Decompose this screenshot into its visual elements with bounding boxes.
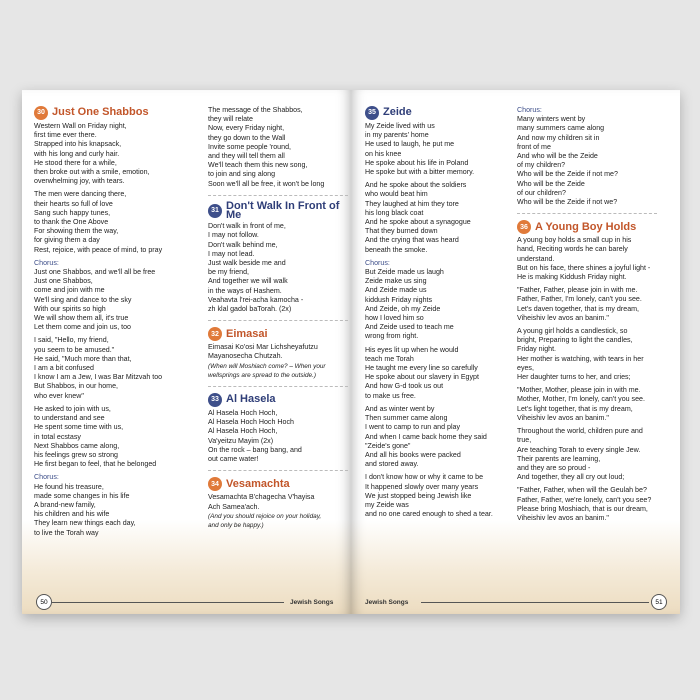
lyric-line: zh klal gadol baTorah. (2x) bbox=[208, 305, 292, 314]
lyric-line: to thank the One Above bbox=[34, 218, 109, 227]
lyric-line: Many winters went by bbox=[517, 115, 586, 124]
lyric-line: and they are so proud - bbox=[517, 463, 591, 472]
song-block bbox=[208, 199, 348, 314]
footer-title-left: Jewish Songs bbox=[290, 599, 334, 606]
lyric-line: to live the Torah way bbox=[34, 528, 99, 537]
lyric-line: He taught me every line so carefully bbox=[365, 364, 478, 373]
song-header bbox=[208, 477, 348, 491]
lyric-line: My Zeide lived with us bbox=[365, 122, 435, 130]
lyric-line: of my children? bbox=[517, 161, 566, 170]
lyric-line: Father, Father, we're lonely, can't you see? bbox=[517, 495, 652, 504]
lyric-line: He is making Kiddush Friday night. bbox=[517, 273, 627, 282]
lyric-line: kiddush Friday nights bbox=[365, 295, 433, 304]
lyric-line: They laughed at him they tore bbox=[365, 199, 459, 208]
lyric-line: And all his books were packed bbox=[365, 450, 461, 459]
song-block bbox=[34, 106, 204, 538]
lyric-line: Let them come and join us, too bbox=[34, 323, 132, 332]
right-column-2 bbox=[517, 106, 677, 527]
song-header bbox=[517, 220, 677, 234]
right-page bbox=[351, 90, 680, 614]
lyric-line: "Father, Father, when will the Geulah be? bbox=[517, 486, 647, 495]
translation-line: (When will Moshiach come? – When your bbox=[208, 362, 326, 370]
lyric-line: Western Wall on Friday night, bbox=[34, 122, 127, 130]
lyric-line: beneath the smoke. bbox=[365, 245, 428, 254]
lyric-line: The message of the Shabbos, bbox=[208, 106, 303, 114]
song-block bbox=[365, 106, 515, 519]
lyric-line: They learn new things each day, bbox=[34, 519, 136, 528]
lyric-line: But on his face, there shines a joyful light - bbox=[517, 263, 651, 272]
translation-line: wellsprings are spread to the outside.) bbox=[208, 371, 316, 379]
lyric-line: And when I came back home they said bbox=[365, 432, 487, 441]
song-title: Vesamachta bbox=[226, 477, 290, 490]
lyric-line: Just one Shabbos, and we'll all be free bbox=[34, 268, 156, 277]
lyric-line: Don't walk behind me, bbox=[208, 240, 278, 249]
lyric-line: Mother, Mother, I'm lonely, can't you see. bbox=[517, 395, 645, 404]
lyric-line: his long black coat bbox=[365, 208, 424, 217]
lyric-line: He spoke but with a bitter memory. bbox=[365, 168, 475, 177]
lyric-line: to join and sing along bbox=[208, 170, 276, 179]
chorus-label: Chorus: bbox=[34, 473, 59, 482]
lyric-line: But Shabbos, in our home, bbox=[34, 382, 118, 391]
song-header bbox=[208, 327, 348, 341]
lyric-line: Don't walk in front of me, bbox=[208, 222, 286, 231]
lyric-line: And together we will walk bbox=[208, 277, 288, 286]
lyric-line: I may not follow. bbox=[208, 231, 259, 240]
lyric-line: And Zeide used to teach me bbox=[365, 323, 454, 332]
lyric-line: Sang such happy tunes, bbox=[34, 208, 111, 217]
lyric-line: And Zeide, oh my Zeide bbox=[365, 304, 441, 313]
lyric-line: Rest, rejoice, with peace of mind, to pray bbox=[34, 245, 163, 254]
lyric-line: Who will be the Zeide bbox=[517, 179, 585, 188]
lyric-line: He found his treasure, bbox=[34, 482, 104, 491]
lyric-line: I said, "Hello, my friend, bbox=[34, 336, 109, 345]
lyric-line: Father, Father, I'm lonely, can't you see. bbox=[517, 295, 642, 304]
lyric-line: you seem to be amused." bbox=[34, 345, 115, 354]
lyric-line: understand. bbox=[517, 254, 555, 263]
lyric-line: first time ever there. bbox=[34, 131, 97, 140]
right-column-1 bbox=[365, 106, 515, 523]
lyric-line: We will show them all, it's true bbox=[34, 314, 129, 323]
lyric-line: many summers came along bbox=[517, 124, 605, 133]
lyric-line: And now my children sit in bbox=[517, 133, 600, 142]
lyric-line: Friday night. bbox=[517, 345, 557, 354]
lyric-line: Just one Shabbos, bbox=[34, 277, 93, 286]
lyric-line: on his knee bbox=[365, 149, 402, 158]
song-block bbox=[208, 477, 348, 530]
lyric-line: Vesamachta B'chagecha V'hayisa bbox=[208, 493, 315, 502]
lyric-line: Veahavta l'rei-acha kamocha - bbox=[208, 295, 304, 304]
song-title: Al Hasela bbox=[226, 393, 276, 406]
lyric-line: of our children? bbox=[517, 188, 566, 197]
page-number-left: 50 bbox=[36, 594, 52, 610]
lyric-line: overwhelming joy, with tears. bbox=[34, 177, 125, 186]
lyric-line: He first began to feel, that he belonged bbox=[34, 460, 157, 469]
page-number-right: 51 bbox=[651, 594, 667, 610]
lyric-line: Invite some people 'round, bbox=[208, 142, 291, 151]
lyric-line: And how G-d took us out bbox=[365, 382, 444, 391]
lyric-line: His eyes lit up when he would bbox=[365, 345, 459, 354]
lyric-line: The men were dancing there, bbox=[34, 190, 127, 199]
lyric-line: bright, Preparing to light the candles, bbox=[517, 336, 633, 345]
song-divider bbox=[517, 213, 657, 214]
lyric-line: his feelings grew so strong bbox=[34, 450, 118, 459]
left-column-2 bbox=[208, 106, 348, 534]
song-header bbox=[208, 393, 348, 407]
lyric-line: "Zeide's gone" bbox=[365, 441, 411, 450]
lyric-line: I am a bit confused bbox=[34, 364, 94, 373]
lyric-line: A young girl holds a candlestick, so bbox=[517, 327, 628, 336]
lyric-line: He said, "Much more than that, bbox=[34, 354, 132, 363]
lyric-line: Her mother is watching, with tears in her bbox=[517, 354, 644, 363]
song-header bbox=[34, 106, 204, 120]
song-number-badge: 30 bbox=[34, 106, 48, 120]
lyric-line: And who will be the Zeide bbox=[517, 152, 598, 161]
lyric-line: Now, every Friday night, bbox=[208, 124, 285, 133]
chorus-label: Chorus: bbox=[517, 106, 542, 114]
left-page bbox=[22, 90, 351, 614]
lyric-line: Let's light together, that is my dream, bbox=[517, 404, 633, 413]
song-block bbox=[517, 106, 677, 207]
song-block bbox=[517, 220, 677, 523]
lyric-line: true, bbox=[517, 436, 532, 445]
lyric-line: And as winter went by bbox=[365, 404, 435, 413]
lyric-line: We'll sing and dance to the sky bbox=[34, 295, 132, 304]
lyric-line: in the ways of Hashem. bbox=[208, 286, 282, 295]
footer-rule-left bbox=[52, 602, 284, 603]
song-divider bbox=[208, 320, 348, 321]
footer-title-right: Jewish Songs bbox=[365, 599, 409, 606]
lyric-line: Throughout the world, children pure and bbox=[517, 427, 643, 436]
lyric-line: And the crying that was heard bbox=[365, 236, 459, 245]
lyric-line: how I loved him so bbox=[365, 314, 424, 323]
lyric-line: On the rock – bang bang, and bbox=[208, 445, 302, 454]
song-title: Eimasai bbox=[226, 327, 268, 340]
lyric-line: Next Shabbos came along, bbox=[34, 441, 120, 450]
lyric-line: Viheishiv lev avos an banim." bbox=[517, 513, 609, 522]
chorus-label: Chorus: bbox=[365, 258, 390, 267]
lyric-line: "Mother, Mother, please join in with me. bbox=[517, 386, 641, 395]
lyric-line: my Zeide was bbox=[365, 500, 409, 509]
translation-line: (And you should rejoice on your holiday, bbox=[208, 512, 322, 520]
lyric-line: Viheishiv lev avos an banim." bbox=[517, 313, 609, 322]
lyric-line: Zeide make us sing bbox=[365, 277, 427, 286]
lyric-line: I may not lead. bbox=[208, 249, 255, 258]
lyric-line: He spoke about our slavery in Egypt bbox=[365, 373, 479, 382]
lyric-line: With our spirits so high bbox=[34, 304, 106, 313]
lyric-line: Al Hasela Hoch Hoch Hoch bbox=[208, 418, 294, 427]
lyric-line: He spoke about his life in Poland bbox=[365, 158, 469, 167]
lyric-line: He stood there for a while, bbox=[34, 158, 117, 167]
lyric-line: they will relate bbox=[208, 115, 253, 124]
lyric-line: He used to laugh, he put me bbox=[365, 140, 455, 149]
lyric-line: Please bring Moshiach, that is our dream, bbox=[517, 504, 648, 513]
song-block bbox=[208, 327, 348, 380]
song-number-badge: 35 bbox=[365, 106, 379, 120]
lyric-line: Let's daven together, that is my dream, bbox=[517, 304, 640, 313]
lyric-line: And he spoke about a synagogue bbox=[365, 218, 471, 227]
lyric-line: his children and his wife bbox=[34, 510, 110, 519]
lyric-line: front of me bbox=[517, 142, 551, 151]
song-divider bbox=[208, 470, 348, 471]
lyric-line: Al Hasela Hoch Hoch, bbox=[208, 427, 278, 436]
lyric-line: It happened slowly over many years bbox=[365, 482, 479, 491]
song-header bbox=[208, 199, 348, 222]
song-number-badge: 36 bbox=[517, 220, 531, 234]
lyric-line: Viheishiv lev avos an banim." bbox=[517, 413, 609, 422]
lyric-line: in my parents' home bbox=[365, 131, 429, 140]
lyric-line: and they will tell them all bbox=[208, 152, 285, 161]
lyric-line: Al Hasela Hoch Hoch, bbox=[208, 409, 278, 418]
song-number-badge: 31 bbox=[208, 204, 222, 218]
lyric-line: with his long and curly hair. bbox=[34, 149, 120, 158]
song-number-badge: 34 bbox=[208, 477, 222, 491]
lyric-line: I went to camp to run and play bbox=[365, 423, 461, 432]
lyric-line: to understand and see bbox=[34, 414, 105, 423]
song-title: Just One Shabbos bbox=[52, 106, 149, 119]
song-title: Don't Walk In Front of Me bbox=[226, 199, 340, 222]
lyric-line: and no one cared enough to shed a tear. bbox=[365, 510, 493, 519]
lyric-line: We just stopped being Jewish like bbox=[365, 491, 472, 500]
lyric-line: out came water! bbox=[208, 455, 259, 464]
song-header bbox=[365, 106, 515, 120]
lyric-line: That they burned down bbox=[365, 227, 438, 236]
lyric-line: I don't know how or why it came to be bbox=[365, 473, 484, 482]
song-title: Zeide bbox=[383, 106, 412, 119]
lyric-line: Eimasai Ko'osi Mar Lichsheyafutzu bbox=[208, 343, 318, 352]
lyric-line: for giving them a day bbox=[34, 236, 100, 245]
lyric-line: made some changes in his life bbox=[34, 491, 130, 500]
song-divider bbox=[208, 195, 348, 196]
lyric-line: to make us free. bbox=[365, 391, 416, 400]
lyric-line: eyes, bbox=[517, 363, 534, 372]
song-title: A Young Boy Holds bbox=[535, 220, 637, 233]
lyric-line: Their parents are learning, bbox=[517, 454, 601, 463]
lyric-line: Ach Samea'ach. bbox=[208, 502, 260, 511]
lyric-line: in total ecstasy bbox=[34, 432, 81, 441]
song-divider bbox=[208, 386, 348, 387]
translation-line: and only be happy.) bbox=[208, 521, 264, 529]
lyric-line: Just walk beside me and bbox=[208, 259, 286, 268]
lyric-line: they go down to the Wall bbox=[208, 133, 286, 142]
lyric-line: their hearts so full of love bbox=[34, 199, 113, 208]
chorus-label: Chorus: bbox=[34, 258, 59, 267]
left-column-1 bbox=[34, 106, 204, 542]
lyric-line: Then summer came along bbox=[365, 414, 448, 423]
lyric-line: But Zeide made us laugh bbox=[365, 268, 444, 277]
lyric-line: A brand-new family, bbox=[34, 500, 96, 509]
lyric-line: And Zeide made us bbox=[365, 286, 427, 295]
song-number-badge: 33 bbox=[208, 393, 222, 407]
open-booklet bbox=[22, 90, 680, 614]
lyric-line: "Father, Father, please join in with me. bbox=[517, 286, 638, 295]
lyric-line: and stored away. bbox=[365, 460, 419, 469]
footer-rule-right bbox=[421, 602, 649, 603]
song-block bbox=[208, 393, 348, 464]
lyric-line: I know I am a Jew, I was Bar Mitzvah too bbox=[34, 373, 163, 382]
lyric-line: hand, Reciting words he can barely bbox=[517, 245, 628, 254]
lyric-line: And he spoke about the soldiers bbox=[365, 181, 467, 190]
lyric-line: Are teaching Torah to every single Jew. bbox=[517, 445, 641, 454]
lyric-line: Her daughter turns to her, and cries; bbox=[517, 373, 631, 382]
lyric-line: who would beat him bbox=[365, 190, 428, 199]
song-number-badge: 32 bbox=[208, 327, 222, 341]
lyric-line: A young boy holds a small cup in his bbox=[517, 236, 632, 245]
lyric-line: Va'yeitzu Mayim (2x) bbox=[208, 436, 274, 445]
lyric-line: We'll teach them this new song, bbox=[208, 161, 308, 170]
lyric-line: He spent some time with us, bbox=[34, 423, 124, 432]
lyric-line: Mayanosecha Chutzah. bbox=[208, 352, 283, 361]
lyric-line: teach me Torah bbox=[365, 354, 414, 363]
lyric-line: He asked to join with us, bbox=[34, 404, 111, 413]
lyric-line: Who will be the Zeide if not me? bbox=[517, 170, 618, 179]
lyric-line: Soon we'll all be free, it won't be long bbox=[208, 179, 325, 188]
lyric-line: And together, they all cry out loud; bbox=[517, 473, 625, 482]
lyric-line: For showing them the way, bbox=[34, 227, 119, 236]
lyric-line: be my friend, bbox=[208, 268, 250, 277]
lyric-line: wrong from right. bbox=[365, 332, 419, 341]
lyric-line: Who will be the Zeide if not we? bbox=[517, 198, 618, 207]
lyric-line: then broke out with a smile, emotion, bbox=[34, 168, 150, 177]
song-block bbox=[208, 106, 348, 189]
lyric-line: Strapped into his knapsack, bbox=[34, 140, 122, 149]
lyric-line: who ever knew" bbox=[34, 391, 84, 400]
lyric-line: come and join with me bbox=[34, 286, 105, 295]
